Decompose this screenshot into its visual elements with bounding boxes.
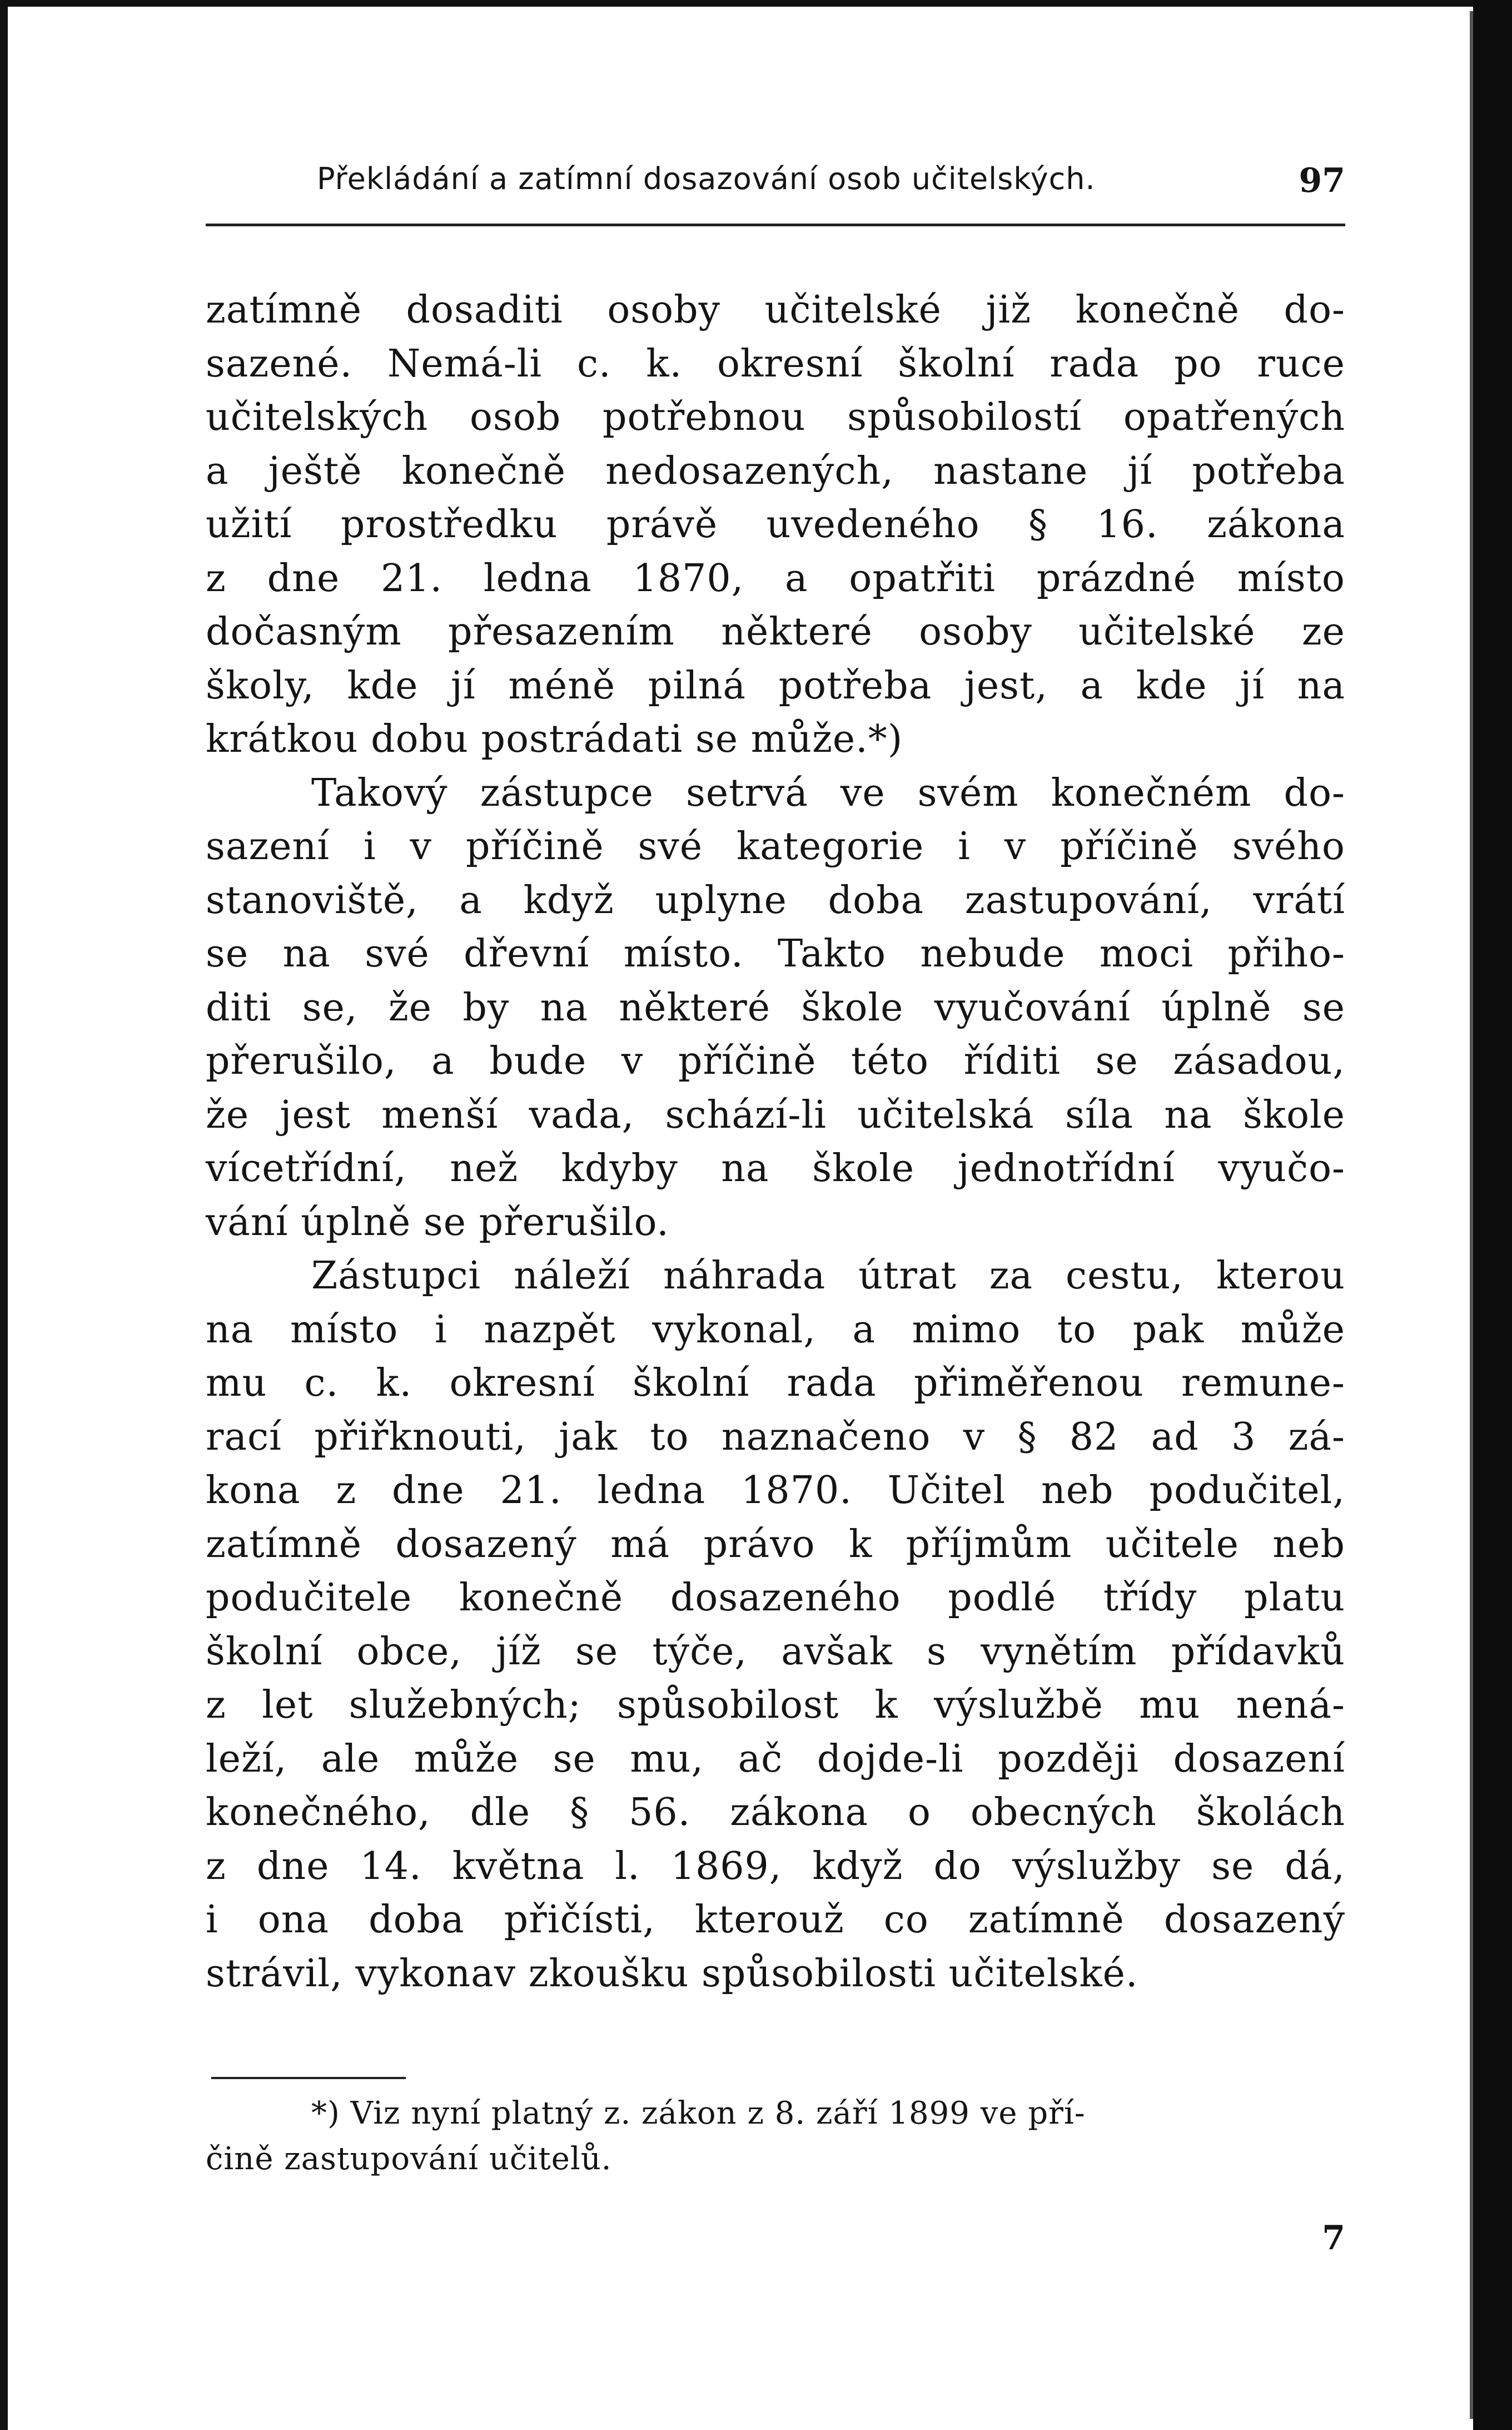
footnote-line: čině zastupování učitelů. (206, 2141, 612, 2177)
scan-edge-top (0, 0, 1512, 7)
text-line: školní obce, jíž se týče, avšak s vynětím přídavků (206, 1629, 1345, 1674)
page-number: 97 (1299, 161, 1345, 200)
text-line: leží, ale může se mu, ač dojde-li později dosazení (206, 1737, 1345, 1781)
text-line: se na své dřevní místo. Takto nebude moci přiho- (206, 932, 1345, 976)
text-line: stanoviště, a když uplyne doba zastupování, vrátí (206, 878, 1345, 923)
text-line: i ona doba přičísti, kterouž co zatímně dosazený (206, 1898, 1345, 1942)
running-header (206, 161, 1345, 222)
footnote-rule (211, 2077, 406, 2079)
text-line: přerušilo, a bude v příčině této říditi se zásadou, (206, 1039, 1345, 1083)
text-line: a ještě konečně nedosazených, nastane jí potřeba (206, 449, 1345, 493)
text-line: z dne 21. ledna 1870, a opatřiti prázdné místo (206, 556, 1345, 601)
scan-edge-shadow (1470, 11, 1473, 2419)
text-line: strávil, vykonav zkoušku spůsobilosti učitelské. (206, 1951, 1138, 1996)
text-line: mu c. k. okresní školní rada přiměřenou remune- (206, 1361, 1345, 1405)
text-line: Takový zástupce setrvá ve svém konečném do- (311, 771, 1345, 815)
text-line: konečného, dle § 56. zákona o obecných školách (206, 1791, 1345, 1834)
text-line: sazené. Nemá-li c. k. okresní školní rada po ruce (206, 341, 1345, 386)
text-line: užití prostředku právě uvedeného § 16. zákona (206, 503, 1345, 547)
text-line: že jest menší vada, schází-li učitelská síla na škole (206, 1093, 1345, 1137)
text-line: rací přiřknouti, jak to naznačeno v § 82 ad 3 zá- (206, 1415, 1345, 1459)
text-line: školy, kde jí méně pilná potřeba jest, a kde jí na (206, 663, 1345, 708)
scan-edge-right (1473, 0, 1512, 2430)
running-title: Překládání a zatímní dosazování osob učitelských. (317, 161, 1096, 196)
text-line: dočasným přesazením některé osoby učitelské ze (206, 610, 1345, 654)
text-line: učitelských osob potřebnou spůsobilostí opatřených (206, 395, 1345, 439)
text-line: krátkou dobu postrádati se může.*) (206, 717, 903, 761)
text-line: vícetřídní, než kdyby na škole jednotřídní vyučo- (206, 1147, 1345, 1191)
text-line: zatímně dosaditi osoby učitelské již konečně do- (206, 288, 1345, 332)
text-line: z dne 14. května l. 1869, když do výslužby se dá, (206, 1844, 1345, 1888)
text-line: kona z dne 21. ledna 1870. Učitel neb podučitel, (206, 1469, 1345, 1512)
text-line: podučitele konečně dosazeného podlé třídy platu (206, 1576, 1345, 1620)
signature-mark: 7 (1322, 2219, 1345, 2258)
text-line: diti se, že by na některé škole vyučování úplně se (206, 985, 1345, 1030)
book-page (206, 161, 1345, 2258)
text-line: zatímně dosazený má právo k příjmům učitele neb (206, 1522, 1345, 1566)
text-line: vání úplně se přerušilo. (206, 1200, 669, 1244)
header-rule (206, 224, 1345, 226)
body-text (206, 284, 1345, 2001)
text-line: na místo i nazpět vykonal, a mimo to pak může (206, 1307, 1345, 1352)
footnote-line: *) Viz nyní platný z. zákon z 8. září 1899 ve pří- (311, 2095, 1086, 2131)
text-line: z let služebných; spůsobilost k výslužbě mu nená- (206, 1683, 1345, 1727)
text-line: sazení i v příčině své kategorie i v příčině svého (206, 825, 1345, 869)
footnote (206, 2091, 1345, 2182)
text-line: Zástupci náleží náhrada útrat za cestu, kterou (311, 1254, 1345, 1298)
scan-edge-left (0, 0, 8, 2430)
